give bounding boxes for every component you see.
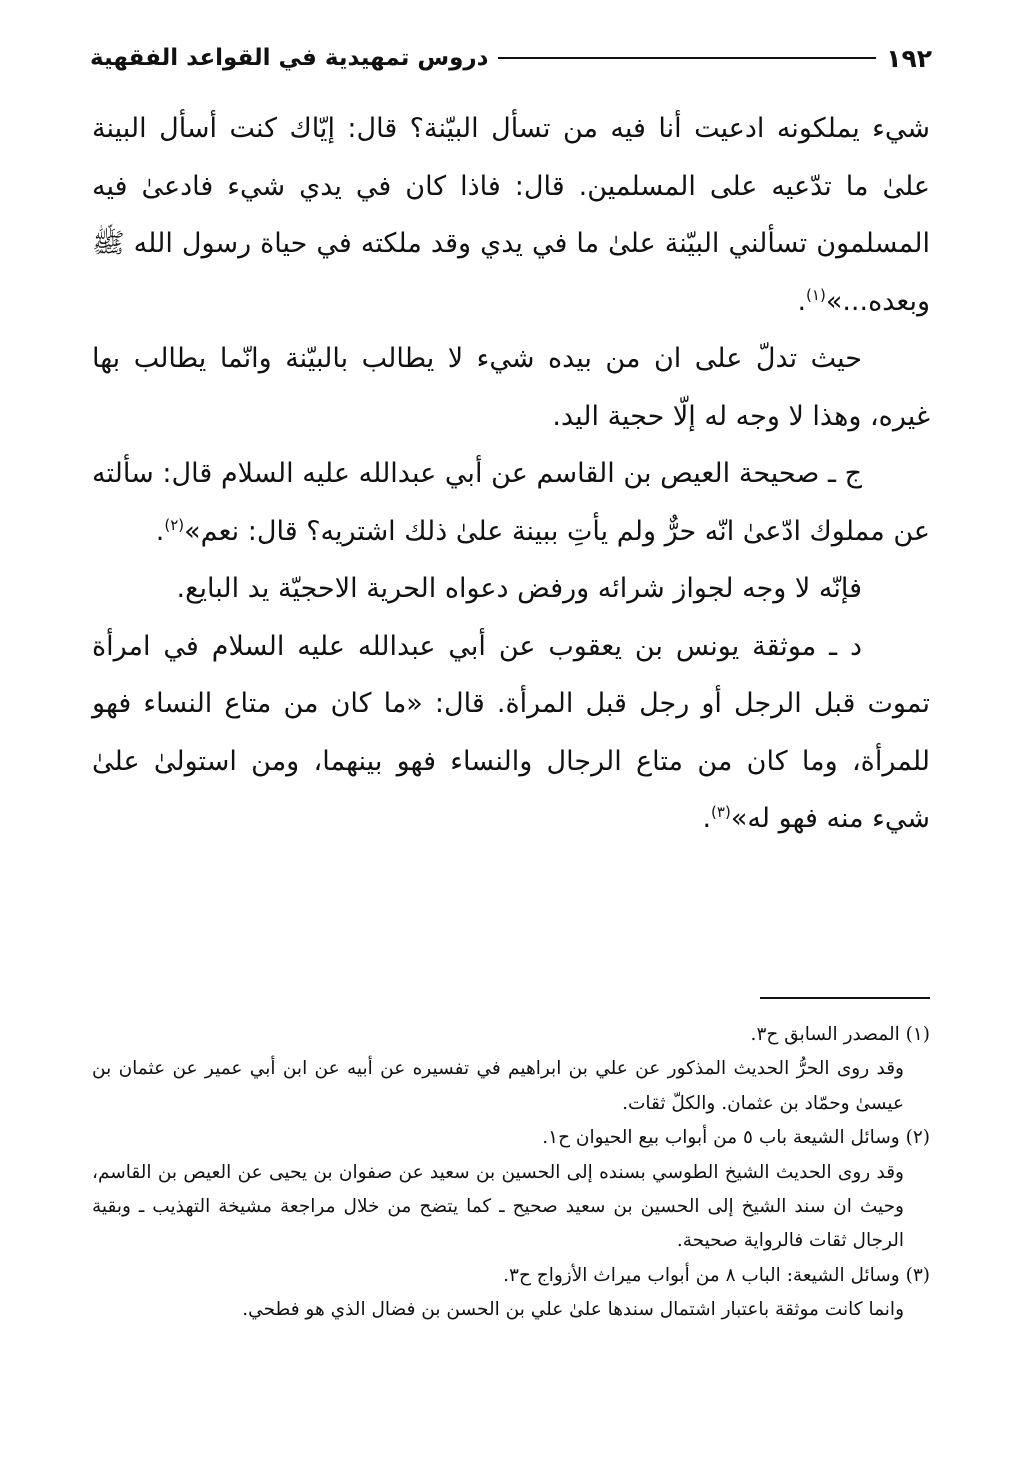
paragraph-5-text: د ـ موثقة يونس بن يعقوب عن أبي عبدالله عليه السلام في امرأة تموت قبل الرجل أو رجل قبل المرأة. قال: «ما كان من متاع النساء فهو للمرأة، وما كان من متاع الرجال والنساء فهو بينهما، ومن استولىٰ علىٰ شيء منه فهو له» <box>92 630 930 834</box>
paragraph-3-text: ج ـ صحيحة العيص بن القاسم عن أبي عبدالله عليه السلام قال: سألته عن مملوك ادّعىٰ انّه حرٌّ ولم يأتِ ببينة علىٰ ذلك اشتريه؟ قال: نعم» <box>92 458 930 547</box>
paragraph-1-text: شيء يملكونه ادعيت أنا فيه من تسأل البيّنة؟ قال: إيّاك كنت أسأل البينة علىٰ ما تدّعيه على المسلمين. قال: فاذا كان في يدي شيء فادعىٰ فيه المسلمون تسألني البيّنة علىٰ ما في يدي وقد ملكته في حياة رسول الله ﷺ وبعده...» <box>92 113 930 317</box>
paragraph-4 <box>92 560 930 618</box>
header-rule <box>498 57 876 59</box>
end-period: . <box>797 285 807 317</box>
book-title: دروس تمهيدية في القواعد الفقهية <box>90 45 489 71</box>
paragraph-2 <box>92 330 930 445</box>
footnote-ref-2: (٢) <box>164 515 185 534</box>
paragraph-3 <box>92 445 930 560</box>
main-text <box>92 100 930 848</box>
paragraph-1 <box>92 100 930 330</box>
footnote-ref-3: (٣) <box>711 803 731 821</box>
footnote-separator <box>760 997 930 999</box>
running-header <box>90 38 932 78</box>
end-period: . <box>155 515 165 547</box>
footnote-1: (١) المصدر السابق ح٣. <box>750 1024 930 1045</box>
paragraph-5 <box>92 618 930 848</box>
paragraph-2-text: حيث تدلّ على ان من بيده شيء لا يطالب بالبيّنة وانّما يطالب بها غيره، وهذا لا وجه له إلّا حجية اليد. <box>92 343 930 432</box>
footnote-2-detail: وقد روى الحديث الشيخ الطوسي بسنده إلى الحسين بن سعيد عن صفوان بن يحيى عن العيص بن القاسم، وحيث ان سند الشيخ إلى الحسين بن سعيد صحيح ـ كما يتضح من خلال مراجعة مشيخة التهذيب ـ وبقية الرجال ثقات فالرواية صحيحة. <box>92 1161 904 1252</box>
footnote-3: (٣) وسائل الشيعة: الباب ٨ من أبواب ميراث الأزواج ح٣. <box>503 1264 930 1286</box>
paragraph-4-text: فإنّه لا وجه لجواز شرائه ورفض دعواه الحرية الاحجيّة يد البايع. <box>176 573 862 604</box>
footnote-2: (٢) وسائل الشيعة باب ٥ من أبواب بيع الحيوان ح١. <box>542 1127 930 1149</box>
footnote-ref-1: (١) <box>806 285 826 304</box>
footnotes <box>92 1018 930 1328</box>
page-number: ١٩٢ <box>886 43 932 73</box>
footnote-1-detail: وقد روى الحرُّ الحديث المذكور عن علي بن ابراهيم في تفسيره عن أبيه عن ابن أبي عمير عن عثمان بن عيسىٰ وحمّاد بن عثمان. والكلّ ثقات. <box>92 1058 904 1114</box>
footnote-3-detail: وانما كانت موثقة باعتبار اشتمال سندها علىٰ علي بن الحسن بن فضال الذي هو فطحي. <box>242 1299 904 1321</box>
end-period: . <box>702 803 712 834</box>
